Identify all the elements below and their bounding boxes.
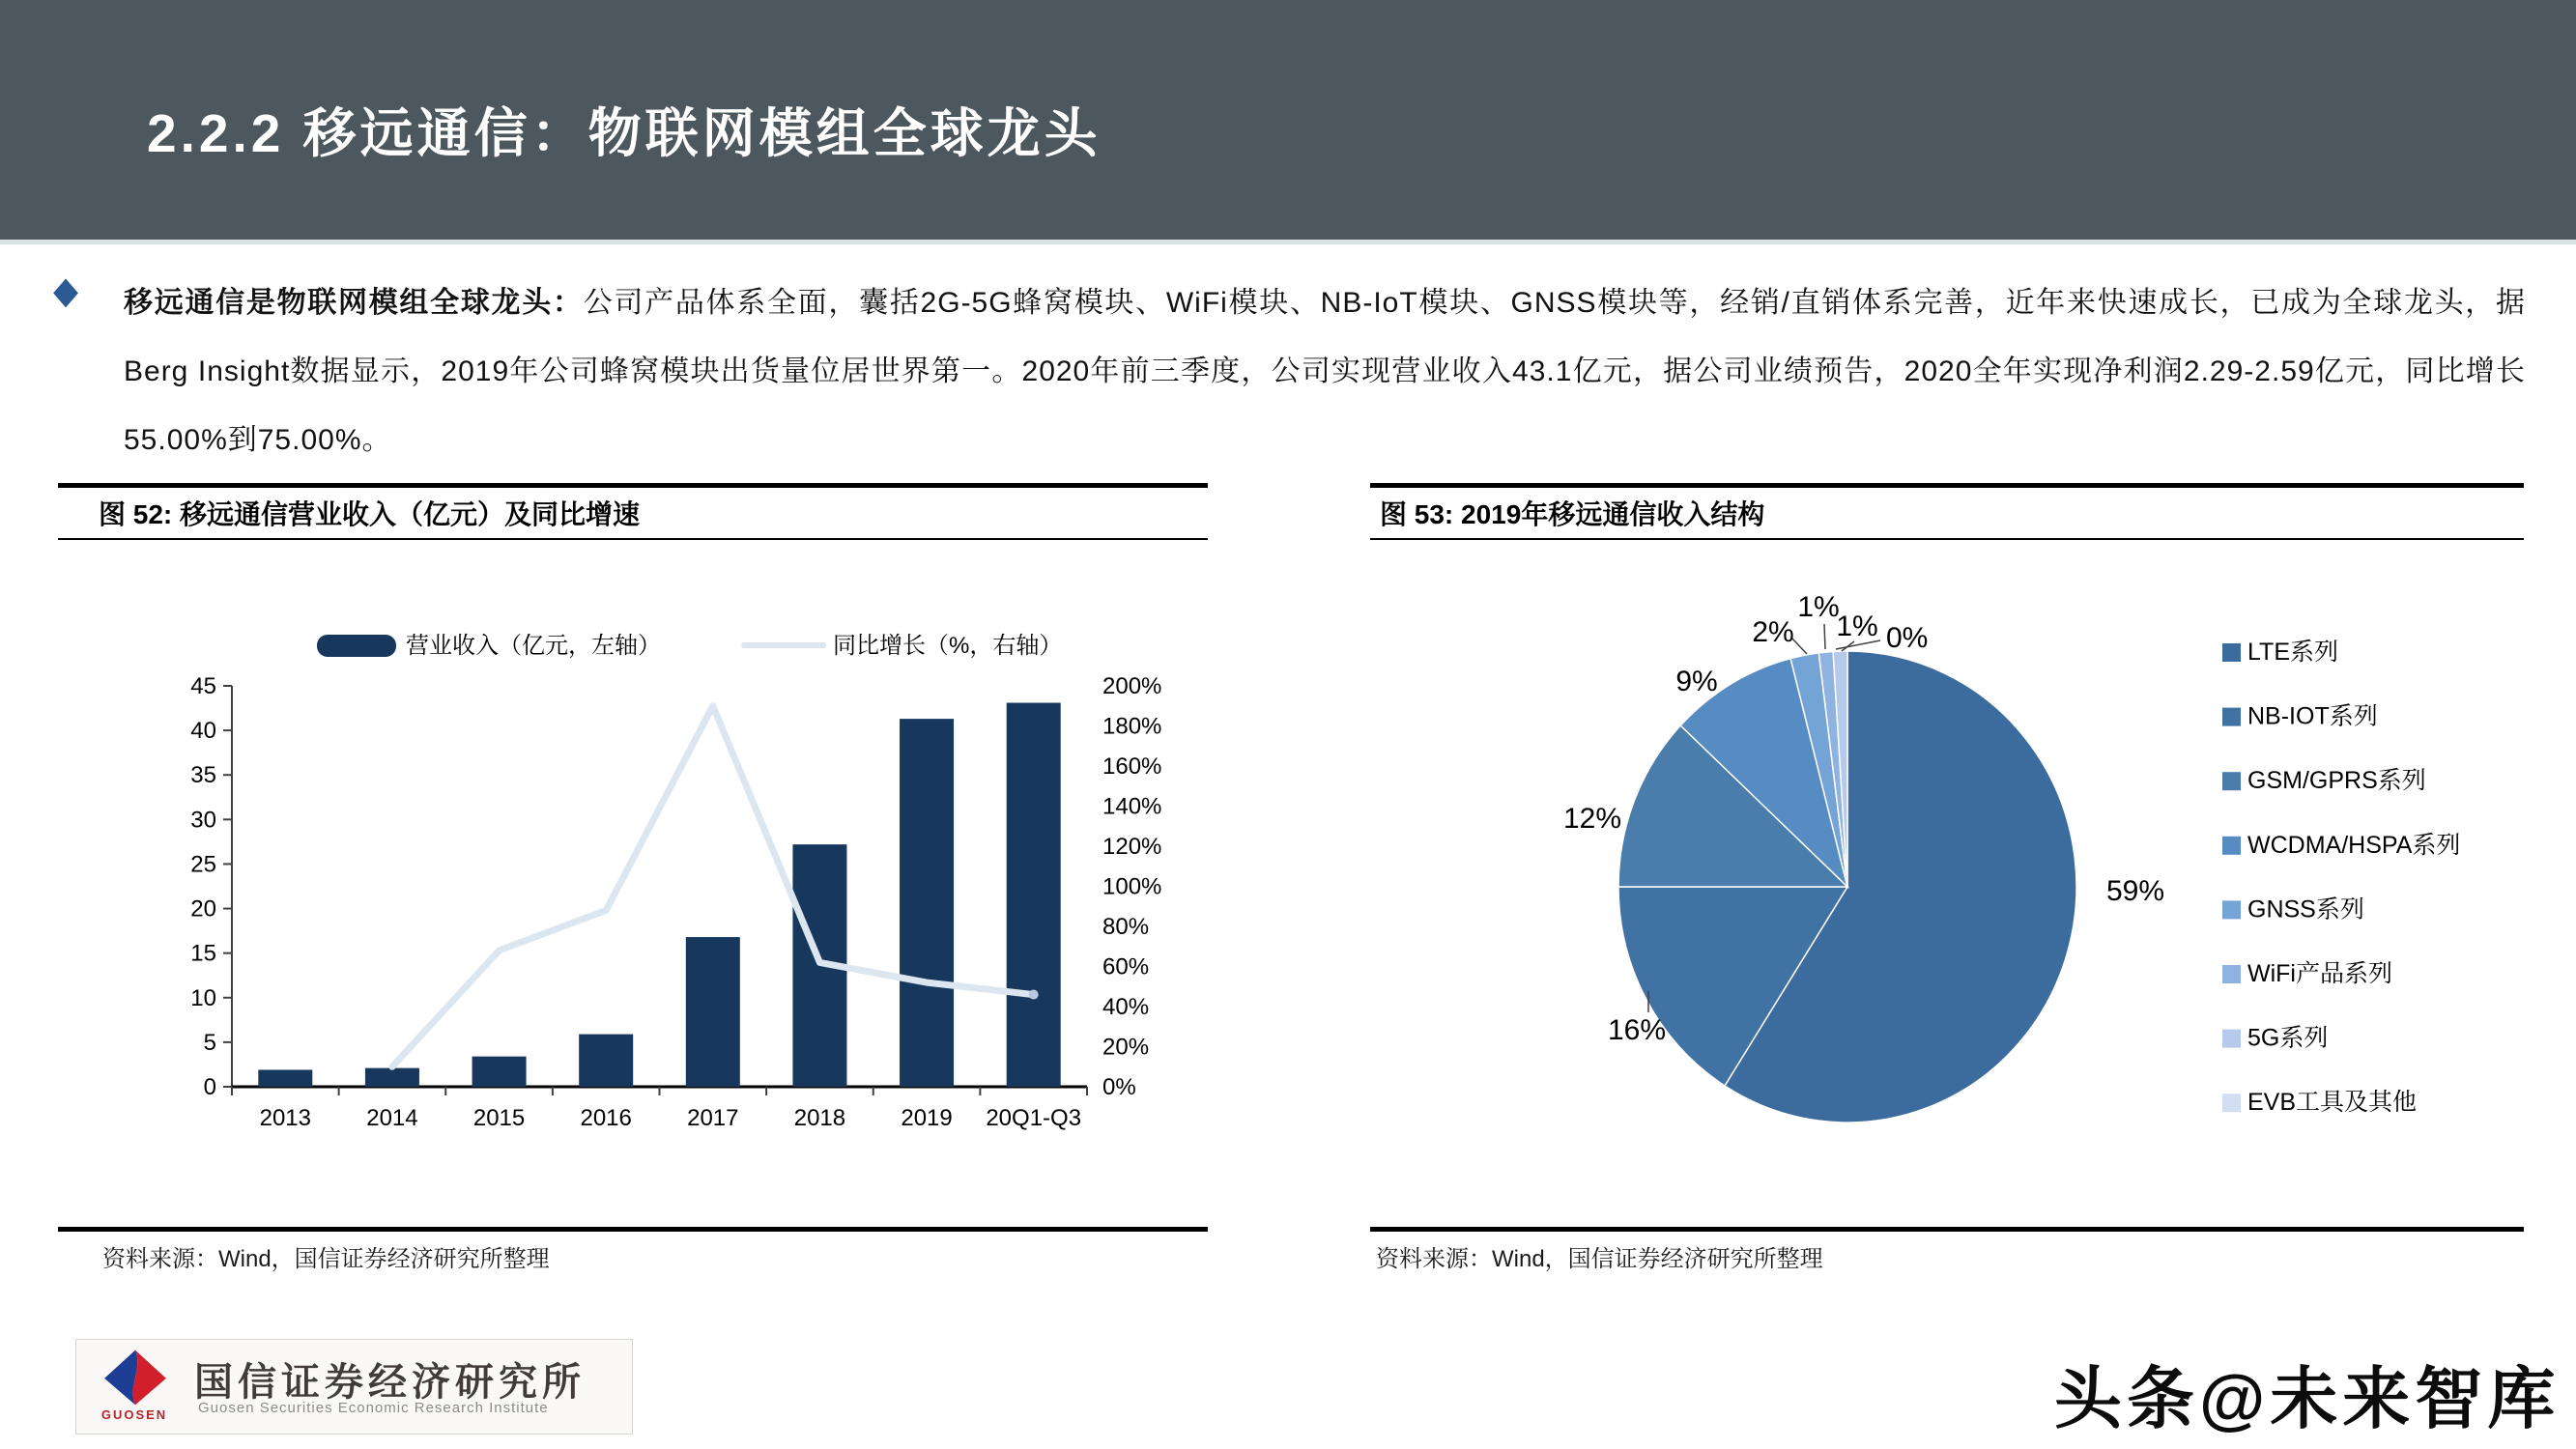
pie-legend-label: GNSS系列 xyxy=(2247,895,2364,923)
revenue-bar xyxy=(472,1057,527,1087)
revenue-structure-pie-chart xyxy=(1370,541,2524,1179)
svg-text:30: 30 xyxy=(190,807,216,834)
revenue-bar xyxy=(365,1068,419,1087)
paragraph-lead: 移远通信是物联网模组全球龙头： xyxy=(124,287,584,319)
svg-text:180%: 180% xyxy=(1102,713,1162,740)
pie-legend-label: WCDMA/HSPA系列 xyxy=(2247,831,2461,859)
slide-header xyxy=(0,0,2576,240)
svg-text:0: 0 xyxy=(203,1074,216,1100)
svg-text:20%: 20% xyxy=(1102,1034,1150,1061)
pie-value-label: 2% xyxy=(1752,616,1794,648)
figure-52-rule-source xyxy=(58,1227,1208,1232)
revenue-bar xyxy=(579,1035,633,1087)
x-tick-label: 2019 xyxy=(901,1105,953,1131)
pie-legend-swatch xyxy=(2222,1094,2241,1112)
pie-legend-swatch xyxy=(2222,708,2241,726)
guosen-wordmark: GUOSEN xyxy=(100,1407,168,1422)
legend-label-revenue: 营业收入（亿元，左轴） xyxy=(406,633,661,659)
figure-52-source: 资料来源：Wind，国信证券经济研究所整理 xyxy=(102,1246,550,1272)
pie-legend-swatch xyxy=(2222,1030,2241,1048)
legend-swatch-revenue xyxy=(317,635,396,657)
x-tick-label: 2016 xyxy=(580,1105,632,1131)
svg-text:45: 45 xyxy=(190,673,216,699)
guosen-logo-box xyxy=(75,1339,633,1435)
figure-53-rule-source xyxy=(1370,1227,2524,1232)
x-tick-label: 2014 xyxy=(366,1105,418,1131)
revenue-bar xyxy=(686,937,740,1087)
institute-name-en: Guosen Securities Economic Research Institute xyxy=(198,1400,549,1416)
pie-legend-swatch xyxy=(2222,643,2241,662)
svg-text:160%: 160% xyxy=(1102,753,1162,780)
svg-text:80%: 80% xyxy=(1102,914,1150,940)
svg-text:35: 35 xyxy=(190,762,216,789)
svg-text:40: 40 xyxy=(190,718,216,745)
revenue-bar xyxy=(1007,703,1061,1087)
page-title: 2.2.2 移远通信：物联网模组全球龙头 xyxy=(147,103,1102,163)
guosen-diamond-icon xyxy=(98,1348,173,1407)
pie-legend-swatch xyxy=(2222,772,2241,790)
figure-52-panel xyxy=(58,483,1208,1285)
growth-line-end-marker xyxy=(1029,990,1039,1000)
figure-53-rule-top xyxy=(1370,483,2524,488)
svg-text:25: 25 xyxy=(190,851,216,878)
revenue-bar xyxy=(900,719,954,1087)
pie-value-label: 1% xyxy=(1836,611,1878,642)
pie-value-label: 16% xyxy=(1607,1014,1667,1046)
pie-legend-label: EVB工具及其他 xyxy=(2247,1089,2418,1117)
pie-value-label: 59% xyxy=(2106,875,2165,907)
x-tick-label: 2018 xyxy=(793,1105,846,1131)
summary-paragraph xyxy=(124,269,2526,474)
x-tick-label: 2013 xyxy=(259,1105,312,1131)
svg-text:200%: 200% xyxy=(1102,673,1162,699)
figure-52-rule-mid xyxy=(58,538,1208,540)
pie-legend-swatch xyxy=(2222,965,2241,983)
svg-text:15: 15 xyxy=(190,940,216,967)
pie-legend-label: NB-IOT系列 xyxy=(2247,702,2378,730)
figure-53-rule-mid xyxy=(1370,538,2524,540)
figure-52-title: 图 52: 移远通信营业收入（亿元）及同比增速 xyxy=(99,499,641,529)
paragraph-body: 公司产品体系全面，囊括2G-5G蜂窝模块、WiFi模块、NB-IoT模块、GNSS模块等，经销/直销体系完善，近年来快速成长，已成为全球龙头，据Berg Insight数据显示，2019年公司蜂窝模块出货量位居世界第一。2020年前三季度，公司实现营业收入43.1亿元，据公司业绩预告，2020全年实现净利润2.29-2.59亿元，同比增长55.00%到75.00%。 xyxy=(124,287,2526,456)
svg-text:100%: 100% xyxy=(1102,873,1162,900)
pie-value-label: 9% xyxy=(1675,666,1718,697)
watermark-text: 头条@未来智库 xyxy=(2054,1361,2561,1436)
revenue-bar xyxy=(258,1069,312,1087)
x-tick-label: 20Q1-Q3 xyxy=(986,1105,1082,1131)
svg-text:140%: 140% xyxy=(1102,793,1162,820)
figure-53-title: 图 53: 2019年移远通信收入结构 xyxy=(1380,499,1765,529)
svg-text:60%: 60% xyxy=(1102,953,1150,980)
diamond-bullet-icon: ◆ xyxy=(53,270,79,312)
svg-text:120%: 120% xyxy=(1102,834,1162,860)
x-tick-label: 2017 xyxy=(687,1105,739,1131)
svg-text:0%: 0% xyxy=(1102,1074,1136,1100)
svg-text:10: 10 xyxy=(190,984,216,1011)
figure-52-rule-top xyxy=(58,483,1208,488)
pie-value-label: 0% xyxy=(1886,622,1929,654)
pie-label-leader xyxy=(1824,624,1825,649)
figure-53-source: 资料来源：Wind，国信证券经济研究所整理 xyxy=(1376,1246,1823,1272)
pie-legend-swatch xyxy=(2222,837,2241,855)
pie-legend-label: LTE系列 xyxy=(2247,639,2338,666)
pie-legend-label: GSM/GPRS系列 xyxy=(2247,767,2426,795)
pie-value-label: 1% xyxy=(1797,591,1840,623)
pie-legend-swatch xyxy=(2222,900,2241,919)
revenue-growth-combo-chart xyxy=(58,541,1208,1179)
pie-value-label: 12% xyxy=(1562,803,1622,835)
pie-legend-label: WiFi产品系列 xyxy=(2247,960,2392,987)
svg-text:40%: 40% xyxy=(1102,994,1150,1020)
x-tick-label: 2015 xyxy=(472,1105,526,1131)
figure-53-panel xyxy=(1370,483,2524,1285)
svg-text:20: 20 xyxy=(190,895,216,923)
legend-label-growth: 同比增长（%，右轴） xyxy=(833,633,1063,659)
header-divider xyxy=(0,240,2576,244)
pie-legend-label: 5G系列 xyxy=(2247,1024,2329,1052)
svg-text:5: 5 xyxy=(203,1029,216,1056)
institute-name-cn: 国信证券经济研究所 xyxy=(194,1361,586,1404)
